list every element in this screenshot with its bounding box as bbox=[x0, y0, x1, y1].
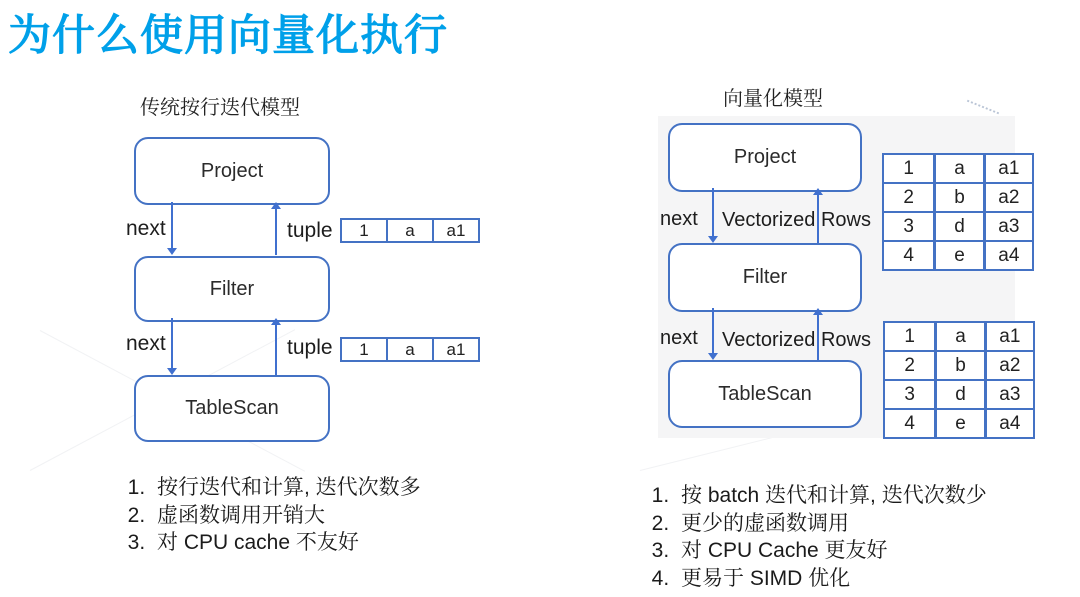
left-filter-label: Filter bbox=[209, 277, 255, 300]
note-item: 1. 按行迭代和计算, 迭代次数多 bbox=[151, 474, 421, 502]
note-item: 4. 更易于 SIMD 优化 bbox=[675, 565, 987, 593]
note-item: 3. 对 CPU Cache 更友好 bbox=[675, 537, 987, 565]
note-item: 1. 按 batch 迭代和计算, 迭代次数少 bbox=[675, 482, 987, 510]
tuple-cell: 1 bbox=[359, 221, 369, 240]
right-notes-list bbox=[638, 482, 987, 592]
right-project-label: Project bbox=[733, 146, 797, 168]
right-vector-label-2: Vectorized Rows bbox=[722, 329, 871, 351]
slide-title: 为什么使用向量化执行 bbox=[8, 12, 448, 60]
watermark-squiggle bbox=[967, 100, 999, 115]
table-cell: a1 bbox=[983, 155, 1032, 182]
left-next-label-2: next bbox=[126, 332, 166, 355]
table-cell: 4 bbox=[885, 408, 934, 437]
right-tablescan-label: TableScan bbox=[718, 382, 812, 405]
table-cell: b bbox=[933, 182, 982, 211]
left-project-box bbox=[134, 137, 330, 205]
right-project-box bbox=[668, 123, 862, 192]
tuple-cell: a1 bbox=[432, 339, 478, 360]
right-next-arrow-2 bbox=[712, 308, 714, 354]
table-cell: a2 bbox=[983, 182, 1032, 211]
left-tablescan-box bbox=[134, 375, 330, 442]
right-batch-table-1 bbox=[882, 153, 1034, 271]
table-cell: e bbox=[933, 240, 982, 269]
table-cell: a4 bbox=[983, 240, 1032, 269]
tuple-cell: a1 bbox=[432, 220, 478, 241]
table-cell: a3 bbox=[984, 379, 1033, 408]
table-cell: e bbox=[934, 408, 983, 437]
right-next-arrow-1 bbox=[712, 188, 714, 237]
table-cell: 4 bbox=[884, 240, 933, 269]
table-cell: a bbox=[934, 323, 983, 350]
left-tuple-row-1 bbox=[340, 218, 480, 243]
table-cell: 3 bbox=[885, 379, 934, 408]
note-item: 2. 更少的虚函数调用 bbox=[675, 510, 987, 538]
table-cell: 2 bbox=[885, 350, 934, 379]
table-cell: d bbox=[933, 211, 982, 240]
left-tuple-label-2: tuple bbox=[287, 336, 333, 359]
table-cell: 2 bbox=[884, 182, 933, 211]
table-cell: b bbox=[934, 350, 983, 379]
right-next-label-2: next bbox=[660, 327, 698, 349]
right-batch-table-2 bbox=[883, 321, 1035, 439]
table-cell: a1 bbox=[984, 323, 1033, 350]
right-tablescan-box bbox=[668, 360, 862, 428]
right-diagram-heading: 向量化模型 bbox=[723, 88, 823, 110]
left-tuple-row-2 bbox=[340, 337, 480, 362]
table-cell: a2 bbox=[984, 350, 1033, 379]
left-tablescan-label: TableScan bbox=[185, 397, 279, 419]
left-tuple-arrow-1 bbox=[275, 208, 277, 255]
table-cell: 1 bbox=[904, 326, 915, 347]
note-item: 2. 虚函数调用开销大 bbox=[151, 502, 421, 530]
left-diagram-heading: 传统按行迭代模型 bbox=[140, 97, 300, 119]
tuple-cell: a bbox=[386, 339, 432, 360]
left-filter-box bbox=[134, 256, 330, 322]
left-next-label-1: next bbox=[126, 217, 166, 240]
left-notes-list bbox=[114, 474, 421, 557]
table-cell: a4 bbox=[984, 408, 1033, 437]
left-tuple-arrow-2 bbox=[275, 324, 277, 375]
left-next-arrow-1 bbox=[171, 202, 173, 249]
right-filter-label: Filter bbox=[742, 266, 788, 288]
table-cell: a3 bbox=[983, 211, 1032, 240]
left-tuple-label-1: tuple bbox=[287, 219, 333, 242]
note-item: 3. 对 CPU cache 不友好 bbox=[151, 529, 421, 557]
tuple-cell: 1 bbox=[359, 340, 369, 359]
right-filter-box bbox=[668, 243, 862, 312]
right-next-label-1: next bbox=[660, 208, 698, 230]
table-cell: a bbox=[933, 155, 982, 182]
left-project-label: Project bbox=[200, 159, 264, 182]
left-next-arrow-2 bbox=[171, 318, 173, 369]
table-cell: 1 bbox=[903, 158, 914, 179]
table-cell: d bbox=[934, 379, 983, 408]
right-vector-label-1: Vectorized Rows bbox=[722, 209, 871, 231]
table-cell: 3 bbox=[884, 211, 933, 240]
tuple-cell: a bbox=[386, 220, 432, 241]
